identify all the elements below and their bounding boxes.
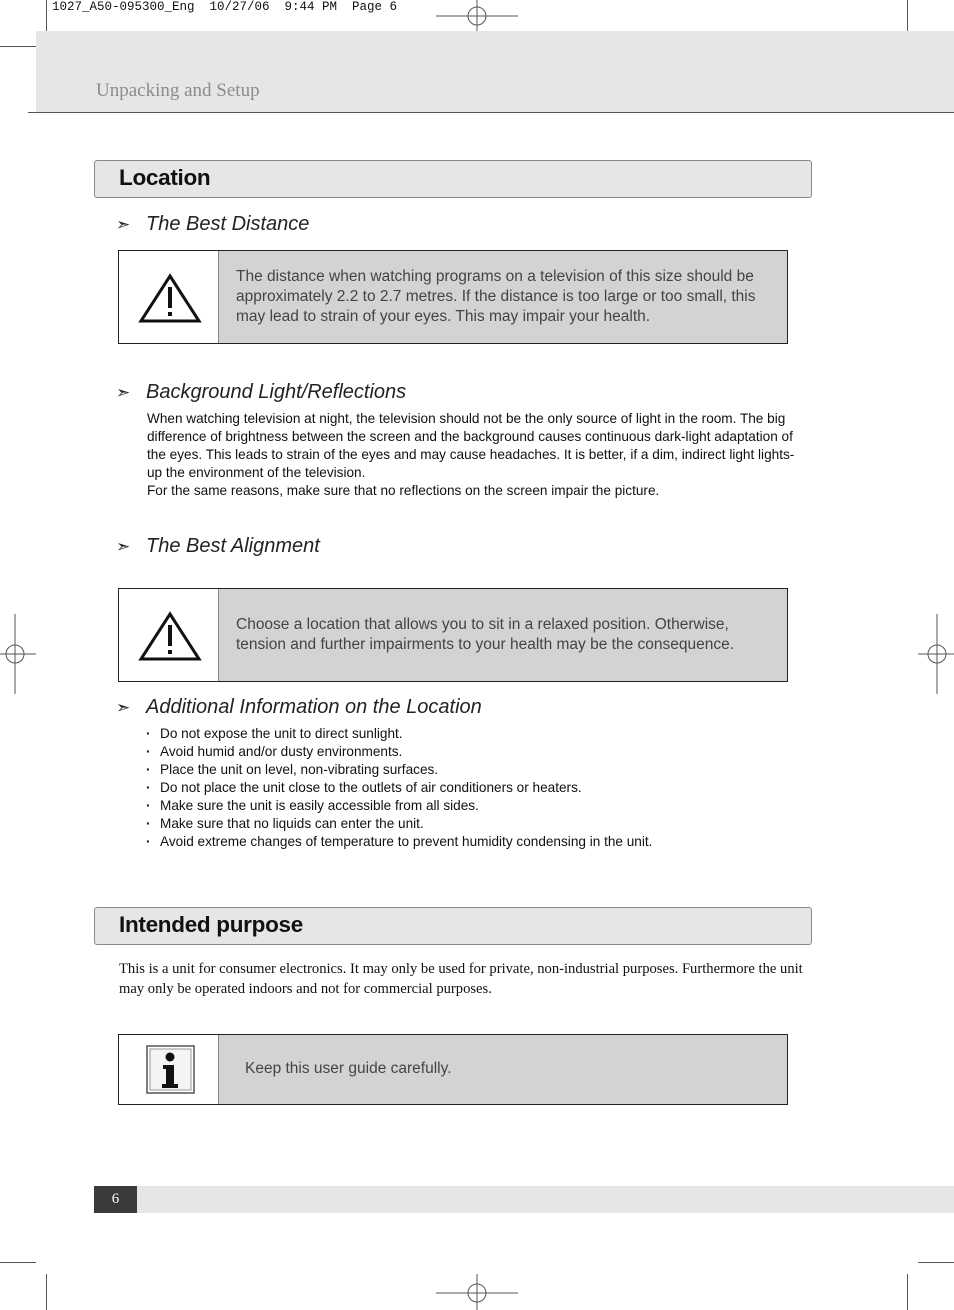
warning-box-distance <box>118 250 788 344</box>
info-text-cell <box>219 1035 787 1104</box>
print-slug: 1027_A50-095300_Eng 10/27/06 9:44 PM Page 6 <box>52 0 398 14</box>
list-item: · Do not expose the unit to direct sunlight. <box>146 725 652 743</box>
list-item: · Avoid humid and/or dusty environments. <box>146 743 652 761</box>
subheading-additional-info: ➣ Additional Information on the Location <box>116 696 482 718</box>
arrow-bullet-icon: ➣ <box>116 215 131 234</box>
section-title: Intended purpose <box>119 912 303 937</box>
header-rule <box>28 112 954 113</box>
chapter-title: Unpacking and Setup <box>96 80 260 101</box>
registration-mark-left <box>0 614 36 694</box>
warning-triangle-icon <box>119 589 218 681</box>
list-item: · Do not place the unit close to the outlets of air conditioners or heaters. <box>146 779 652 797</box>
footer-band <box>94 1186 954 1213</box>
additional-info-list <box>146 725 652 851</box>
icon-cell <box>119 251 219 343</box>
info-icon <box>119 1035 218 1104</box>
section-bar-intended-purpose <box>94 907 812 945</box>
subheading-background-light: ➣ Background Light/Reflections <box>116 381 407 403</box>
arrow-bullet-icon: ➣ <box>116 383 131 402</box>
icon-cell <box>119 589 219 681</box>
subheading-best-alignment: ➣ The Best Alignment <box>116 535 320 557</box>
list-item: · Avoid extreme changes of temperature to prevent humidity condensing in the unit. <box>146 833 652 851</box>
registration-mark-right <box>918 614 954 694</box>
section-title: Location <box>119 165 211 190</box>
list-item: · Make sure that no liquids can enter the unit. <box>146 815 652 833</box>
page-number: 6 <box>94 1186 137 1213</box>
warning-text-cell <box>219 589 787 681</box>
registration-mark-bottom <box>436 1274 518 1310</box>
subheading-best-distance: ➣ The Best Distance <box>116 213 310 235</box>
arrow-bullet-icon: ➣ <box>116 698 131 717</box>
warning-triangle-icon <box>119 251 218 343</box>
section-bar-location <box>94 160 812 198</box>
list-item: · Place the unit on level, non-vibrating surfaces. <box>146 761 652 779</box>
info-box <box>118 1034 788 1105</box>
list-item: · Make sure the unit is easily accessible from all sides. <box>146 797 652 815</box>
warning-text: The distance when watching programs on a television of this size should be approximately 2.2 to 2.7 metres. If the distance is too large or too small, this may lead to strain of your eyes. This may impair your health. <box>236 268 756 325</box>
warning-text: Choose a location that allows you to sit in a relaxed position. Otherwise, tension and further impairments to your health may be the consequence. <box>236 616 735 653</box>
intended-purpose-paragraph: This is a unit for consumer electronics. It may only be used for private, non-industrial purposes. Furthermore the unit may only be operated indoors and not for commercial purposes. <box>119 961 803 997</box>
warning-box-alignment <box>118 588 788 682</box>
icon-cell <box>119 1035 219 1104</box>
background-light-paragraph: When watching television at night, the television should not be the only source of light in the room. The big difference of brightness between the screen and the background causes continuous dark-light adaptation of the eyes. This leads to strain of the eyes and may cause headaches. It is better, if a dim, indirect light lights-up the environment of the television. For the same reasons, make sure that no reflections on the screen impair the picture. <box>147 411 795 498</box>
arrow-bullet-icon: ➣ <box>116 537 131 556</box>
warning-text-cell <box>219 251 787 343</box>
info-text: Keep this user guide carefully. <box>245 1060 452 1077</box>
